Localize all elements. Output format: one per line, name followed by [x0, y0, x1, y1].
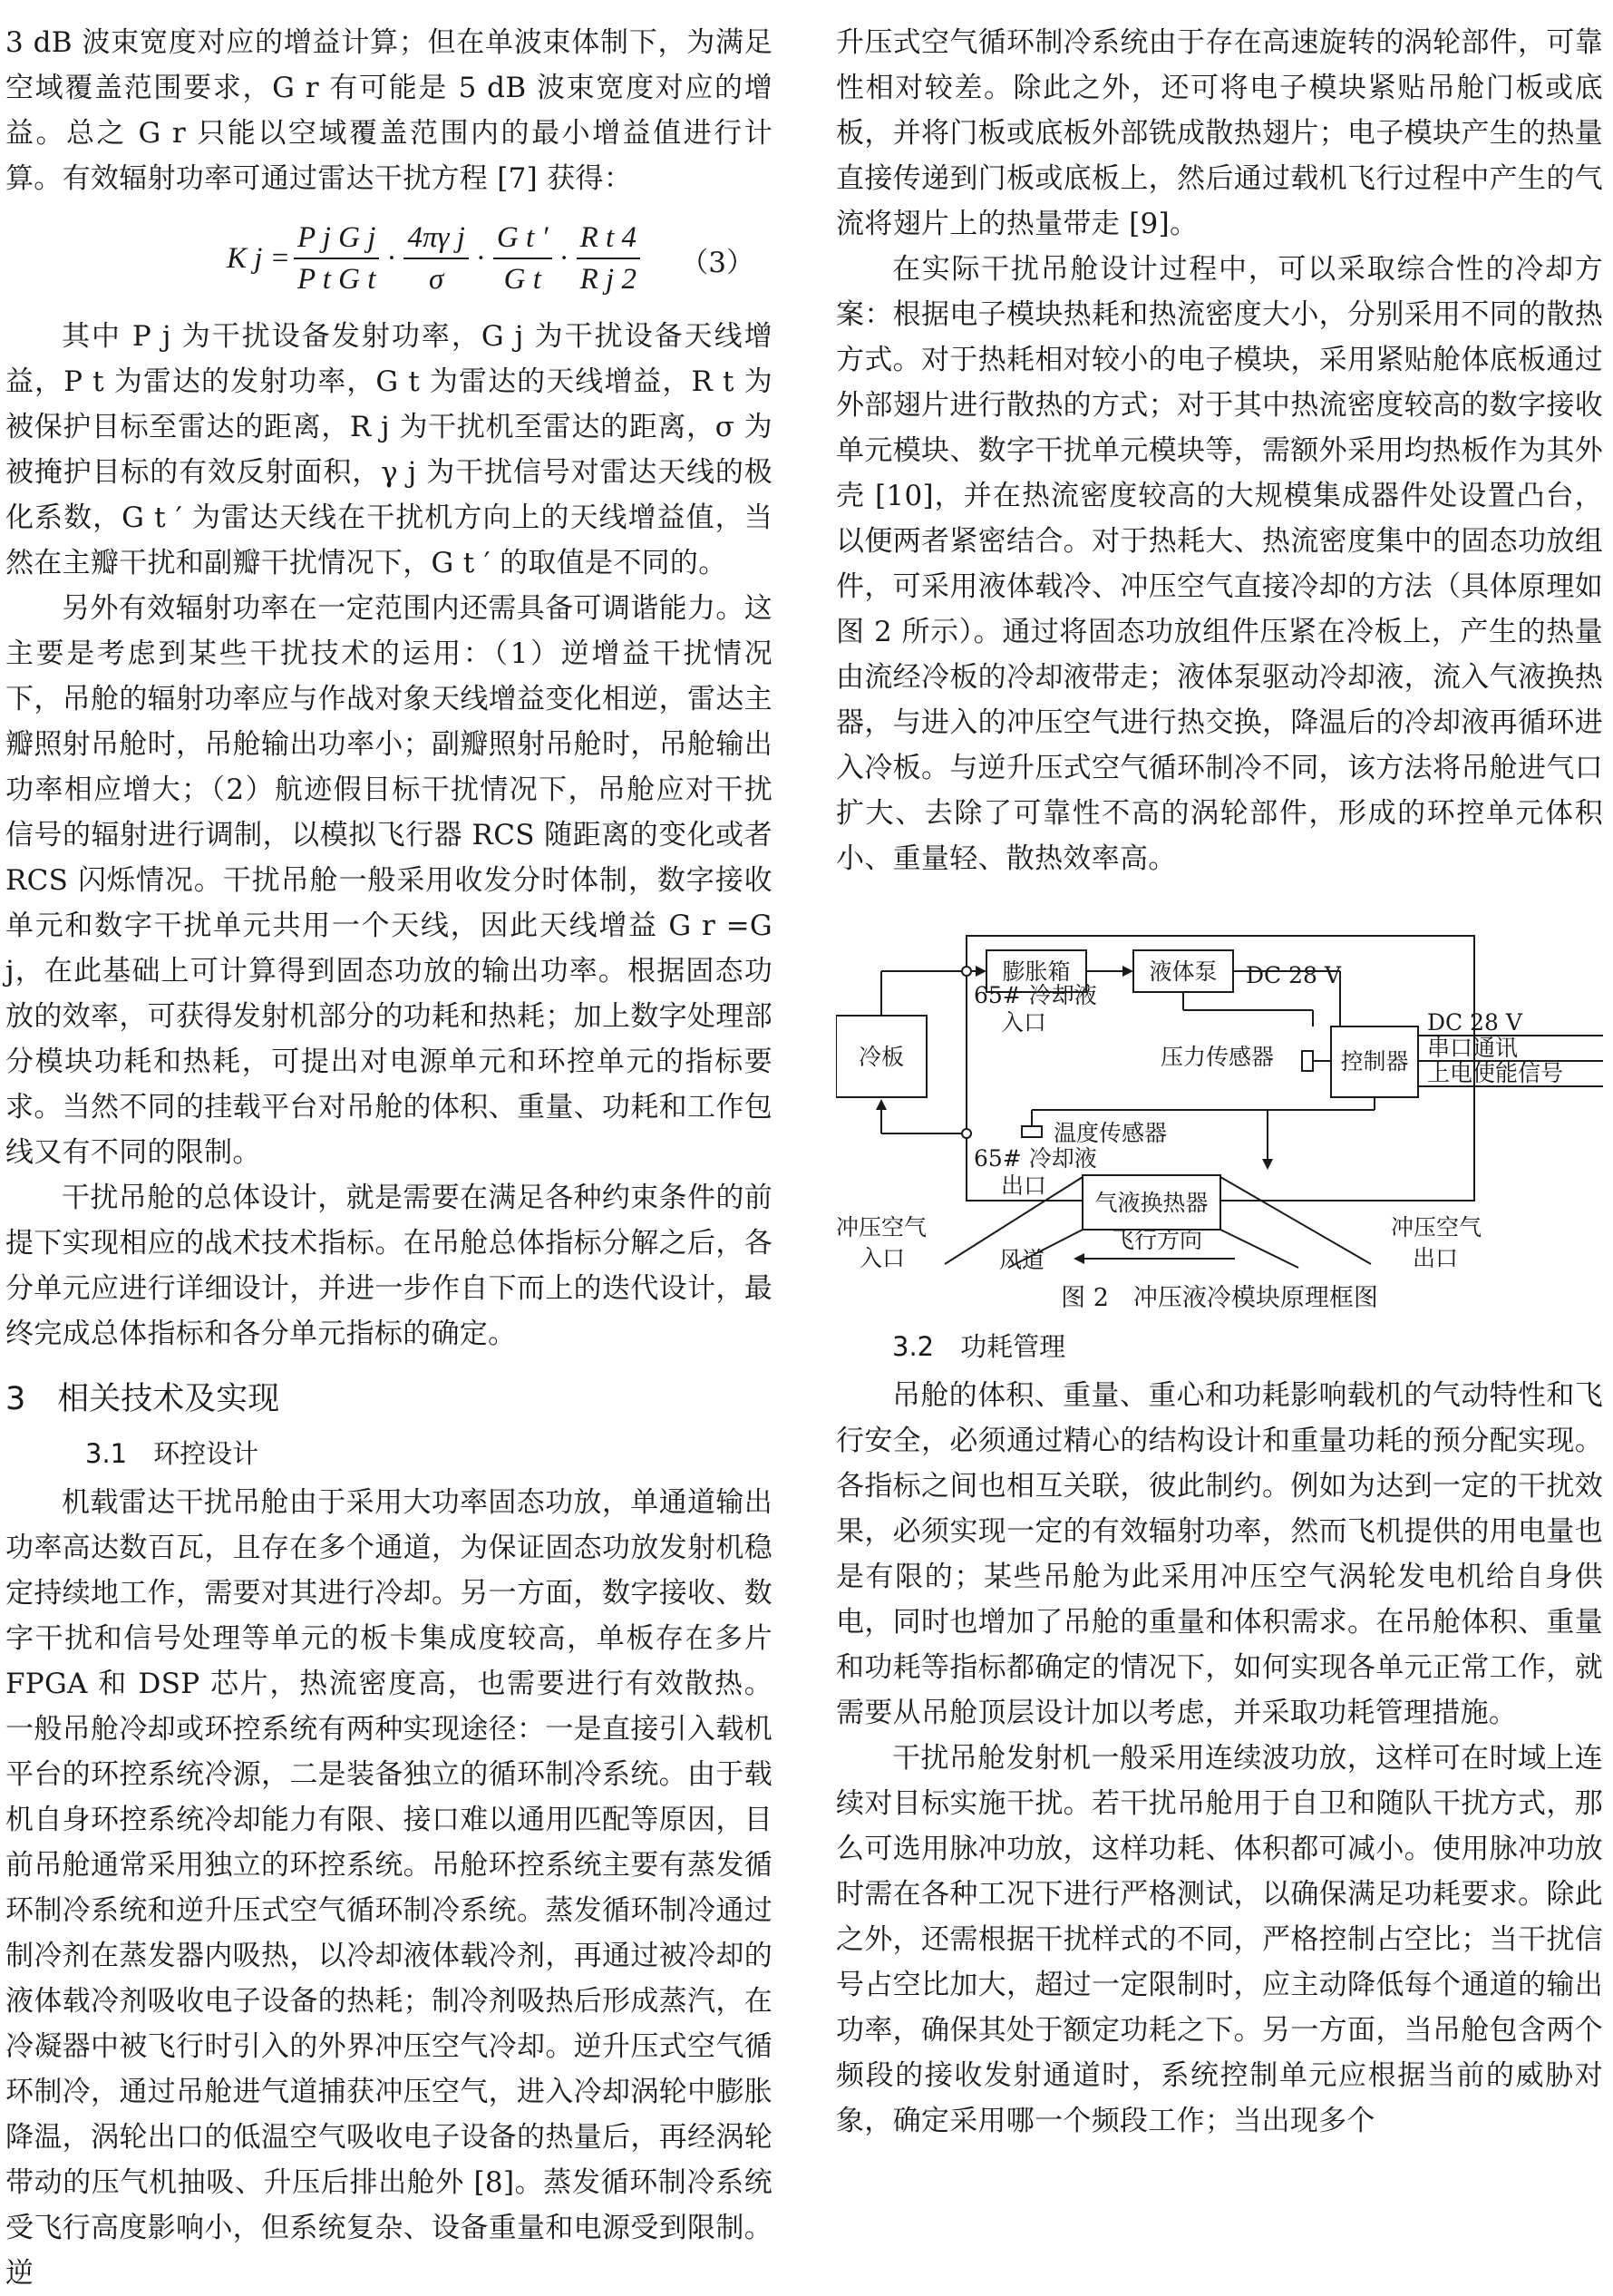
- figure-2-diagram: [836, 909, 1603, 1271]
- equation-lhs: K j =: [227, 241, 290, 275]
- ram-air-outlet-label-1: 冲压空气: [1391, 1214, 1482, 1240]
- fraction-4-denominator: R j 2: [579, 263, 636, 296]
- fraction-2-denominator: σ: [429, 263, 444, 296]
- power-enable-label: 上电使能信号: [1427, 1060, 1564, 1086]
- equation-3: [5, 209, 772, 308]
- expansion-tank-label: 膨胀箱: [1002, 958, 1071, 985]
- cooling-block-diagram: [836, 909, 1603, 1271]
- paragraph-gain-intro: 3 dB 波束宽度对应的增益计算；但在单波束体制下，为满足空域覆盖范围要求，G r 有可能是 5 dB 波束宽度对应的增益。总之 G r 只能以空域覆盖范围内的最小增益值进行计算。有效辐射功率可通过雷达干扰方程 [7] 获得：: [5, 26, 772, 195]
- paragraph-reliability: 升压式空气循环制冷系统由于存在高速旋转的涡轮部件，可靠性相对较差。除此之外，还可将电子模块紧贴吊舱门板或底板，并将门板或底板外部铣成散热翅片；电子模块产生的热量直接传递到门板或底板上，然后通过载机飞行过程中产生的气流将翅片上的热量带走 [9]。: [836, 26, 1603, 240]
- paragraph-cooling-scheme: 在实际干扰吊舱设计过程中，可以采取综合性的冷却方案：根据电子模块热耗和热流密度大小，分别采用不同的散热方式。对于热耗相对较小的电子模块，采用紧贴舱体底板通过外部翅片进行散热的方式；对于其中热流密度较高的数字接收单元模块、数字干扰单元模块等，需额外采用均热板作为其外壳 [10]，并在热流密度较高的大规模集成器件处设置凸台，以便两者紧密结合。对于热耗大、热流密度集中的固态功放组件，可采用液体载冷、冲压空气直接冷却的方法（具体原理如图 2 所示）。通过将固态功放组件压紧在冷板上，产生的热量由流经冷板的冷却液带走；液体泵驱动冷却液，流入气液换热器，与进入的冲压空气进行热交换，降温后的冷却液再循环进入冷板。与逆升压式空气循环制冷不同，该方法将吊舱进气口扩大、去除了可靠性不高的涡轮部件，形成的环控单元体积小、重量轻、散热效率高。: [836, 253, 1603, 875]
- fraction-3-numerator: G t ′: [493, 218, 552, 259]
- paragraph-tunable-power: 另外有效辐射功率在一定范围内还需具备可调谐能力。这主要是考虑到某些干扰技术的运用：（1）逆增益干扰情况下，吊舱的辐射功率应与作战对象天线增益变化相逆，雷达主瓣照射吊舱时，吊舱输出功率小；副瓣照射吊舱时，吊舱输出功率相应增大；（2）航迹假目标干扰情况下，吊舱应对干扰信号的辐射进行调制，以模拟飞行器 RCS 随距离的变化或者 RCS 闪烁情况。干扰吊舱一般采用收发分时体制，数字接收单元和数字干扰单元共用一个天线，因此天线增益 G r =G j，在此基础上可计算得到固态功放的输出功率。根据固态功放的效率，可获得发射机部分的功耗和热耗；加上数字处理部分模块功耗和热耗，可提出对电源单元和环控单元的指标要求。当然不同的挂载平台对吊舱的体积、重量、功耗和工作包线又有不同的限制。: [5, 592, 772, 1169]
- pump-dc-label: DC 28 V: [1246, 962, 1341, 988]
- coolant-outlet-label-2: 出口: [1001, 1172, 1047, 1199]
- coolant-inlet-label-2: 入口: [1001, 1009, 1047, 1036]
- right-column: [836, 20, 1603, 2144]
- liquid-pump-label: 液体泵: [1149, 958, 1218, 985]
- paragraph-symbol-definitions: 其中 P j 为干扰设备发射功率，G j 为干扰设备天线增益，P t 为雷达的发射功率，G t 为雷达的天线增益，R t 为被保护目标至雷达的距离，R j 为干扰机至雷达的距离，σ 为被掩护目标的有效反射面积，γ j 为干扰信号对雷达天线的极化系数，G t ′ 为雷达天线在干扰机方向上的天线增益值，当然在主瓣干扰和副瓣干扰情况下，G t ′ 的取值是不同的。: [5, 320, 772, 579]
- fraction-1-numerator: P j G j: [294, 218, 379, 259]
- fraction-4-numerator: R t 4: [577, 218, 640, 259]
- figure-2-caption: 图 2 冲压液冷模块原理框图: [1061, 1284, 1378, 1312]
- controller-dc-label: DC 28 V: [1427, 1009, 1522, 1036]
- fraction-2-numerator: 4πγ j: [403, 218, 468, 259]
- equation-body: K j = $\frac{\text{P j G j}}{\text{P t G t}}$ · $\frac{\text{4πγ j}}{\sigma}$ · $\frac{\text{G t ′}}{\text{G t}}$ · $\frac{\text{R t 4}}{\text{R j 2}}$: [227, 209, 644, 308]
- flight-direction-label: 飞行方向: [1112, 1227, 1203, 1253]
- paragraph-overall-design: 干扰吊舱的总体设计，就是需要在满足各种约束条件的前提下实现相应的战术技术指标。在吊舱总体指标分解之后，各分单元应进行详细设计，并进一步作自下而上的迭代设计，最终完成总体指标和各分单元指标的确定。: [5, 1182, 772, 1350]
- subsection-heading-3-1: 3.1 环控设计: [85, 1438, 259, 1469]
- pressure-sensor-symbol: [1302, 1051, 1313, 1071]
- fraction-3-denominator: G t: [503, 263, 541, 296]
- paragraph-transmitter-power: 干扰吊舱发射机一般采用连续波功放，这样可在时域上连续对目标实施干扰。若干扰吊舱用于自卫和随队干扰方式，那么可选用脉冲功放，这样功耗、体积都可减小。使用脉冲功放时需在各种工况下进行严格测试，以确保满足功耗要求。除此之外，还需根据干扰样式的不同，严格控制占空比；当干扰信号占空比加大，超过一定限制时，应主动降低每个通道的输出功率，确保其处于额定功耗之下。另一方面，当吊舱包含两个频段的接收发射通道时，系统控制单元应根据当前的威胁对象，确定采用哪一个频段工作；当出现多个: [836, 1742, 1603, 2137]
- ram-air-outlet-label-2: 出口: [1413, 1245, 1459, 1271]
- equation-fraction-2: [403, 218, 468, 299]
- temp-sensor-label: 温度传感器: [1054, 1120, 1168, 1146]
- equation-fraction-4: [577, 218, 640, 299]
- section-heading-3: 3 相关技术及实现: [5, 1381, 280, 1417]
- controller-label: 控制器: [1340, 1048, 1409, 1075]
- ram-air-inlet-label-2: 入口: [860, 1245, 906, 1271]
- serial-comm-label: 串口通讯: [1427, 1035, 1519, 1061]
- fraction-1-denominator: P t G t: [296, 263, 376, 296]
- paragraph-power-management: 吊舱的体积、重量、重心和功耗影响载机的气动特性和飞行安全，必须通过精心的结构设计和重量功耗的预分配实现。各指标之间也相互关联，彼此制约。例如为达到一定的干扰效果，必须实现一定的有效辐射功率，然而飞机提供的用电量也是有限的；某些吊舱为此采用冲压空气涡轮发电机给自身供电，同时也增加了吊舱的重量和体积需求。在吊舱体积、重量和功耗等指标都确定的情况下，如何实现各单元正常工作，就需要从吊舱顶层设计加以考虑，并采取功耗管理措施。: [836, 1379, 1603, 1729]
- subsection-heading-3-2: 3.2 功耗管理: [892, 1331, 1066, 1362]
- coolant-outlet-label-1: 65# 冷却液: [974, 1145, 1097, 1172]
- equation-fraction-1: [294, 218, 379, 299]
- ram-air-inlet-label-1: 冲压空气: [836, 1214, 928, 1240]
- air-duct-label: 风道: [999, 1247, 1045, 1271]
- pressure-sensor-label: 压力传感器: [1161, 1044, 1275, 1070]
- cold-plate-label: 冷板: [858, 1044, 905, 1070]
- heat-exchanger-label: 气液换热器: [1094, 1190, 1209, 1216]
- left-column: [5, 20, 772, 2296]
- coolant-inlet-label-1: 65# 冷却液: [974, 982, 1097, 1008]
- equation-fraction-3: [493, 218, 552, 299]
- equation-number: （3）: [680, 247, 754, 279]
- paragraph-thermal-control: 机载雷达干扰吊舱由于采用大功率固态功放，单通道输出功率高达数百瓦，且存在多个通道，为保证固态功放发射机稳定持续地工作，需要对其进行冷却。另一方面，数字接收、数字干扰和信号处理等单元的板卡集成度较高，单板存在多片 FPGA 和 DSP 芯片，热流密度高，也需要进行有效散热。一般吊舱冷却或环控系统有两种实现途径：一是直接引入载机平台的环控系统冷源，二是装备独立的循环制冷系统。由于载机自身环控系统冷却能力有限、接口难以通用匹配等原因，目前吊舱通常采用独立的环控系统。吊舱环控系统主要有蒸发循环制冷系统和逆升压式空气循环制冷系统。蒸发循环制冷通过制冷剂在蒸发器内吸热，以冷却液体载冷剂，再通过被冷却的液体载冷剂吸收电子设备的热耗；制冷剂吸热后形成蒸汽，在冷凝器中被飞行时引入的外界冲压空气冷却。逆升压式空气循环制冷，通过吊舱进气道捕获冲压空气，进入冷却涡轮中膨胀降温，涡轮出口的低温空气吸收电子设备的热量后，再经涡轮带动的压气机抽吸、升压后排出舱外 [8]。蒸发循环制冷系统受飞行高度影响小，但系统复杂、设备重量和电源受到限制。逆: [5, 1486, 772, 2290]
- temp-sensor-symbol: [1022, 1126, 1042, 1137]
